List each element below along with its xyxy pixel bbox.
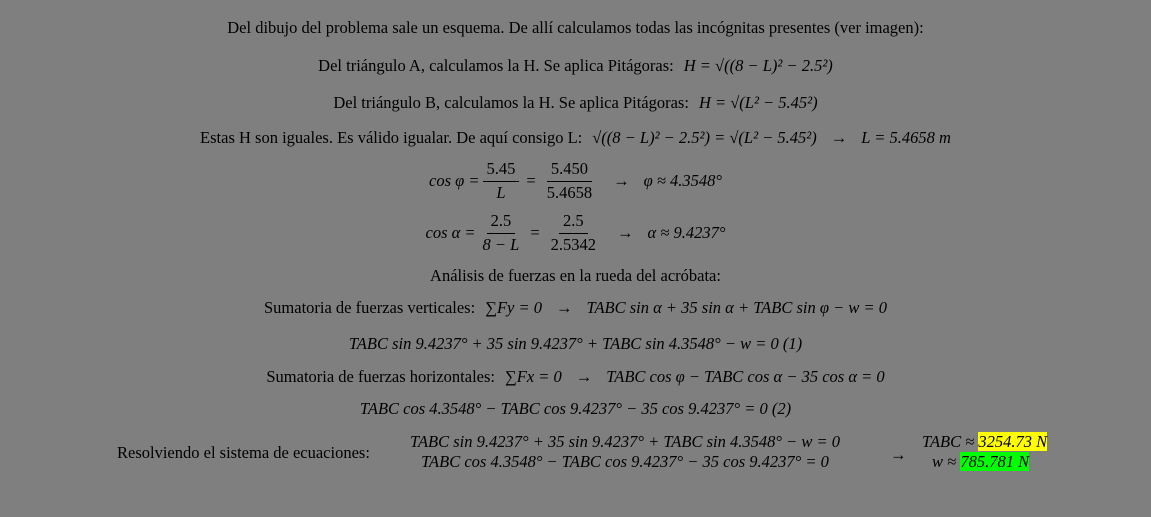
arrow-symbol: → [617, 222, 634, 242]
tension-value: 3254.73 N [978, 432, 1048, 451]
analysis-text: Análisis de fuerzas en la rueda del acróbata: [430, 266, 721, 285]
system-results [922, 432, 1047, 472]
equality-line [0, 130, 1151, 147]
triangle-a-equation: H = √((8 − L)² − 2.5²) [683, 56, 833, 75]
equals-sign: = [530, 222, 540, 242]
equation-1-line [0, 336, 1151, 353]
fraction-denominator: L [496, 182, 506, 202]
weight-value: 785.781 N [960, 451, 1030, 471]
triangle-b-text: Del triángulo B, calculamos la H. Se aplica Pitágoras: [333, 93, 689, 112]
arrow-symbol: → [890, 445, 907, 464]
vertical-sum-equation: TABC sin α + 35 sin α + TABC sin φ − w = 0 [586, 298, 887, 317]
system-equation-2: TABC cos 4.3548° − TABC cos 9.4237° − 35 cos 9.4237° = 0 [421, 451, 829, 471]
alpha-result: α ≈ 9.4237° [647, 222, 726, 242]
analysis-line [0, 268, 1151, 285]
vertical-sum-text: Sumatoria de fuerzas verticales: [263, 298, 476, 317]
weight-label: w ≈ [932, 451, 957, 471]
cos-alpha-line [0, 213, 1151, 253]
cos-phi-fraction-2 [543, 161, 596, 201]
equality-equation: √((8 − L)² − 2.5²) = √(L² − 5.45²) [592, 128, 817, 147]
cos-phi-lhs: cos φ = [429, 170, 480, 190]
vertical-sum-line [0, 300, 1151, 317]
arrow-symbol: → [575, 367, 593, 386]
triangle-b-line [0, 95, 1151, 112]
fraction-denominator: 2.5342 [550, 234, 597, 254]
horizontal-sum-symbol: ∑Fx = 0 [504, 367, 562, 386]
triangle-a-line [0, 58, 1151, 75]
system-equations [410, 432, 840, 472]
arrow-symbol: → [556, 298, 573, 317]
fraction-denominator: 8 − L [482, 234, 520, 254]
intro-line [0, 20, 1151, 37]
triangle-b-equation: H = √(L² − 5.45²) [698, 93, 818, 112]
equals-sign: = [526, 170, 536, 190]
cos-phi-line [0, 161, 1151, 201]
equality-text: Estas H son iguales. Es válido igualar. De aquí consigo L: [200, 128, 583, 147]
tension-result [922, 432, 1047, 452]
phi-result: φ ≈ 4.3548° [643, 170, 722, 190]
cos-alpha-lhs: cos α = [425, 222, 476, 242]
length-result: L = 5.4658 m [861, 128, 951, 147]
tension-label: TABC ≈ [922, 432, 975, 451]
horizontal-sum-text: Sumatoria de fuerzas horizontales: [266, 367, 495, 386]
fraction-numerator: 2.5 [559, 213, 588, 234]
system-text: Resolviendo el sistema de ecuaciones: [117, 443, 370, 462]
equation-2: TABC cos 4.3548° − TABC cos 9.4237° − 35 cos 9.4237° = 0 (2) [359, 399, 792, 418]
horizontal-sum-equation: TABC cos φ − TABC cos α − 35 cos α = 0 [606, 367, 885, 386]
fraction-numerator: 5.45 [483, 161, 520, 182]
cos-alpha-fraction-2 [547, 213, 600, 253]
fraction-denominator: 5.4658 [546, 182, 593, 202]
horizontal-sum-line [0, 369, 1151, 386]
arrow-symbol: → [830, 128, 848, 147]
cos-phi-fraction-1 [483, 161, 520, 201]
weight-result [922, 452, 1047, 472]
vertical-sum-symbol: ∑Fy = 0 [485, 298, 542, 317]
cos-alpha-fraction-1 [479, 213, 524, 253]
equation-1: TABC sin 9.4237° + 35 sin 9.4237° + TABC sin 4.3548° − w = 0 (1) [348, 334, 803, 353]
system-equation-1: TABC sin 9.4237° + 35 sin 9.4237° + TABC sin 4.3548° − w = 0 [410, 432, 840, 451]
fraction-numerator: 2.5 [487, 213, 516, 234]
intro-text: Del dibujo del problema sale un esquema. De allí calculamos todas las incógnitas presentes (ver imagen): [227, 18, 924, 37]
arrow-symbol: → [613, 170, 630, 190]
fraction-numerator: 5.450 [547, 161, 592, 182]
equation-2-line [0, 401, 1151, 418]
triangle-a-text: Del triángulo A, calculamos la H. Se aplica Pitágoras: [318, 56, 674, 75]
